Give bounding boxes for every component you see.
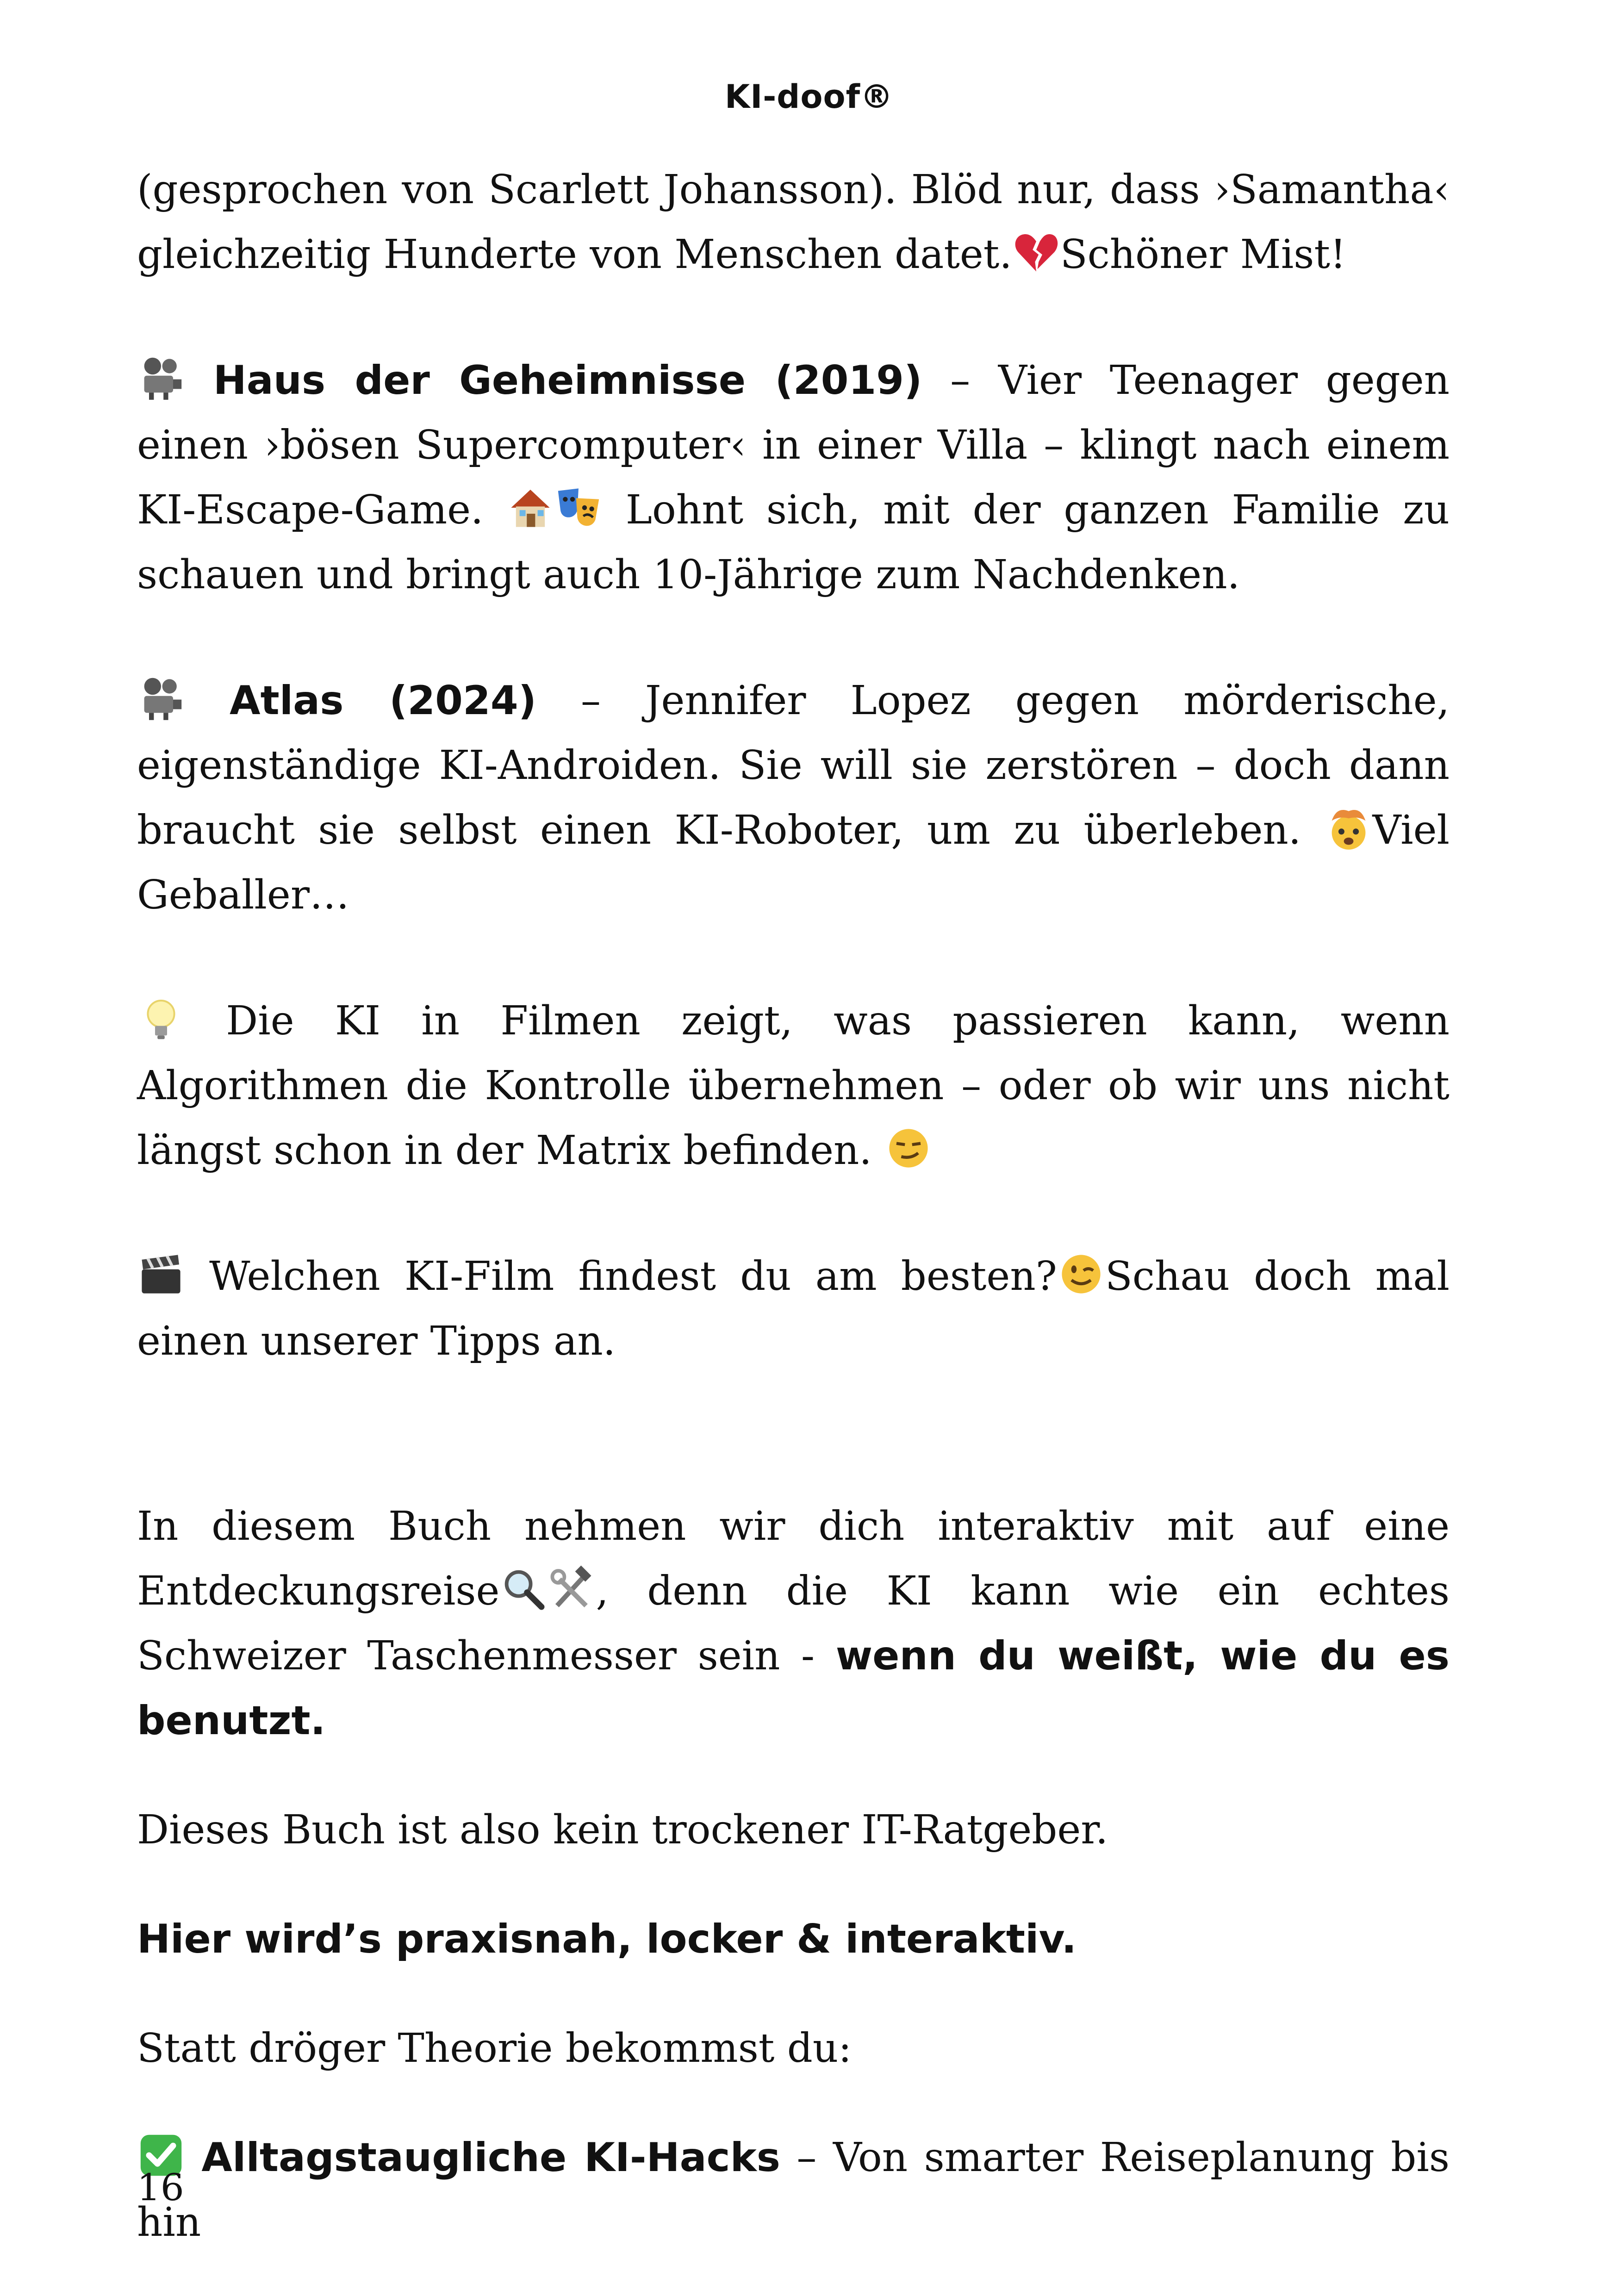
paragraph-text: Schau doch mal einen unserer Tipps an. bbox=[137, 1253, 1450, 1364]
paragraph-text: (gesprochen von Scarlett Johansson). Blöd nur, dass ›Samantha‹ gleichzeitig Hunderte von Menschen datet. bbox=[137, 167, 1450, 278]
paragraph-text: Lohnt sich, mit der ganzen Familie zu schauen und bringt auch 10-Jährige zum Nachdenken. bbox=[137, 487, 1450, 598]
paragraph-welcher-film bbox=[137, 1244, 1450, 1374]
hammer-and-wrench-icon bbox=[548, 1565, 596, 1613]
list-item-ki-hacks bbox=[137, 2125, 1450, 2255]
exploding-head-icon bbox=[1325, 804, 1373, 852]
page-number: 16 bbox=[137, 2166, 184, 2209]
winking-face-icon bbox=[1057, 1250, 1105, 1298]
bold-emphasis: Alltagstaugliche KI-Hacks bbox=[201, 2134, 780, 2181]
paragraph-text: Welchen KI-Film findest du am besten? bbox=[185, 1253, 1057, 1300]
smirking-face-icon bbox=[884, 1124, 933, 1172]
film-projector-icon bbox=[137, 354, 185, 402]
paragraph-ki-in-filmen bbox=[137, 989, 1450, 1183]
house-icon bbox=[506, 484, 554, 532]
paragraph-text: – Von smarter Reiseplanung bis hin bbox=[137, 2134, 1450, 2246]
paragraph-text: – Vier Teenager gegen einen ›bösen Supercomputer‹ in einer Villa – klingt nach einem KI-Escape-Game. bbox=[137, 357, 1450, 533]
theater-masks-icon bbox=[554, 484, 603, 532]
paragraph-text: In diesem Buch nehmen wir dich interaktiv mit auf eine Entdeckungsreise bbox=[137, 1503, 1450, 1614]
paragraph-entdeckungsreise bbox=[137, 1494, 1450, 1753]
movie-title: Atlas (2024) bbox=[230, 678, 536, 724]
body-text bbox=[137, 157, 1450, 2255]
paragraph-text: , denn die KI kann wie ein echtes Schweizer Taschenmesser sein - bbox=[137, 1568, 1450, 1679]
broken-heart-icon bbox=[1012, 228, 1060, 276]
paragraph-kein-ratgeber: Dieses Buch ist also kein trockener IT-Ratgeber. bbox=[137, 1807, 1108, 1853]
film-projector-icon bbox=[137, 674, 185, 722]
light-bulb-icon bbox=[137, 995, 185, 1043]
paragraph-text: Die KI in Filmen zeigt, was passieren kann, wenn Algorithmen die Kontrolle übernehmen – oder ob wir uns nicht längst schon in der Matrix befinden. bbox=[137, 998, 1450, 1174]
paragraph-text: Viel Geballer… bbox=[137, 807, 1450, 918]
movie-title: Haus der Geheimnisse (2019) bbox=[213, 357, 922, 404]
magnifying-glass-icon bbox=[499, 1565, 548, 1613]
clapper-board-icon bbox=[137, 1250, 185, 1298]
bold-emphasis: wenn du weißt, wie du es benutzt. bbox=[137, 1633, 1450, 1744]
paragraph-her-continued bbox=[137, 157, 1450, 287]
paragraph-praxisnah: Hier wird’s praxisnah, locker & interaktiv. bbox=[137, 1916, 1077, 1962]
paragraph-haus-der-geheimnisse bbox=[137, 348, 1450, 607]
running-header: KI-doof® bbox=[724, 78, 894, 116]
paragraph-text: Schöner Mist! bbox=[1060, 231, 1346, 278]
paragraph-text: – Jennifer Lopez gegen mörderische, eigenständige KI-Androiden. Sie will sie zerstören – doch dann braucht sie selbst einen KI-Roboter, um zu überleben. bbox=[137, 678, 1450, 853]
paragraph-atlas bbox=[137, 668, 1450, 927]
paragraph-statt-theorie: Statt dröger Theorie bekommst du: bbox=[137, 2025, 852, 2072]
